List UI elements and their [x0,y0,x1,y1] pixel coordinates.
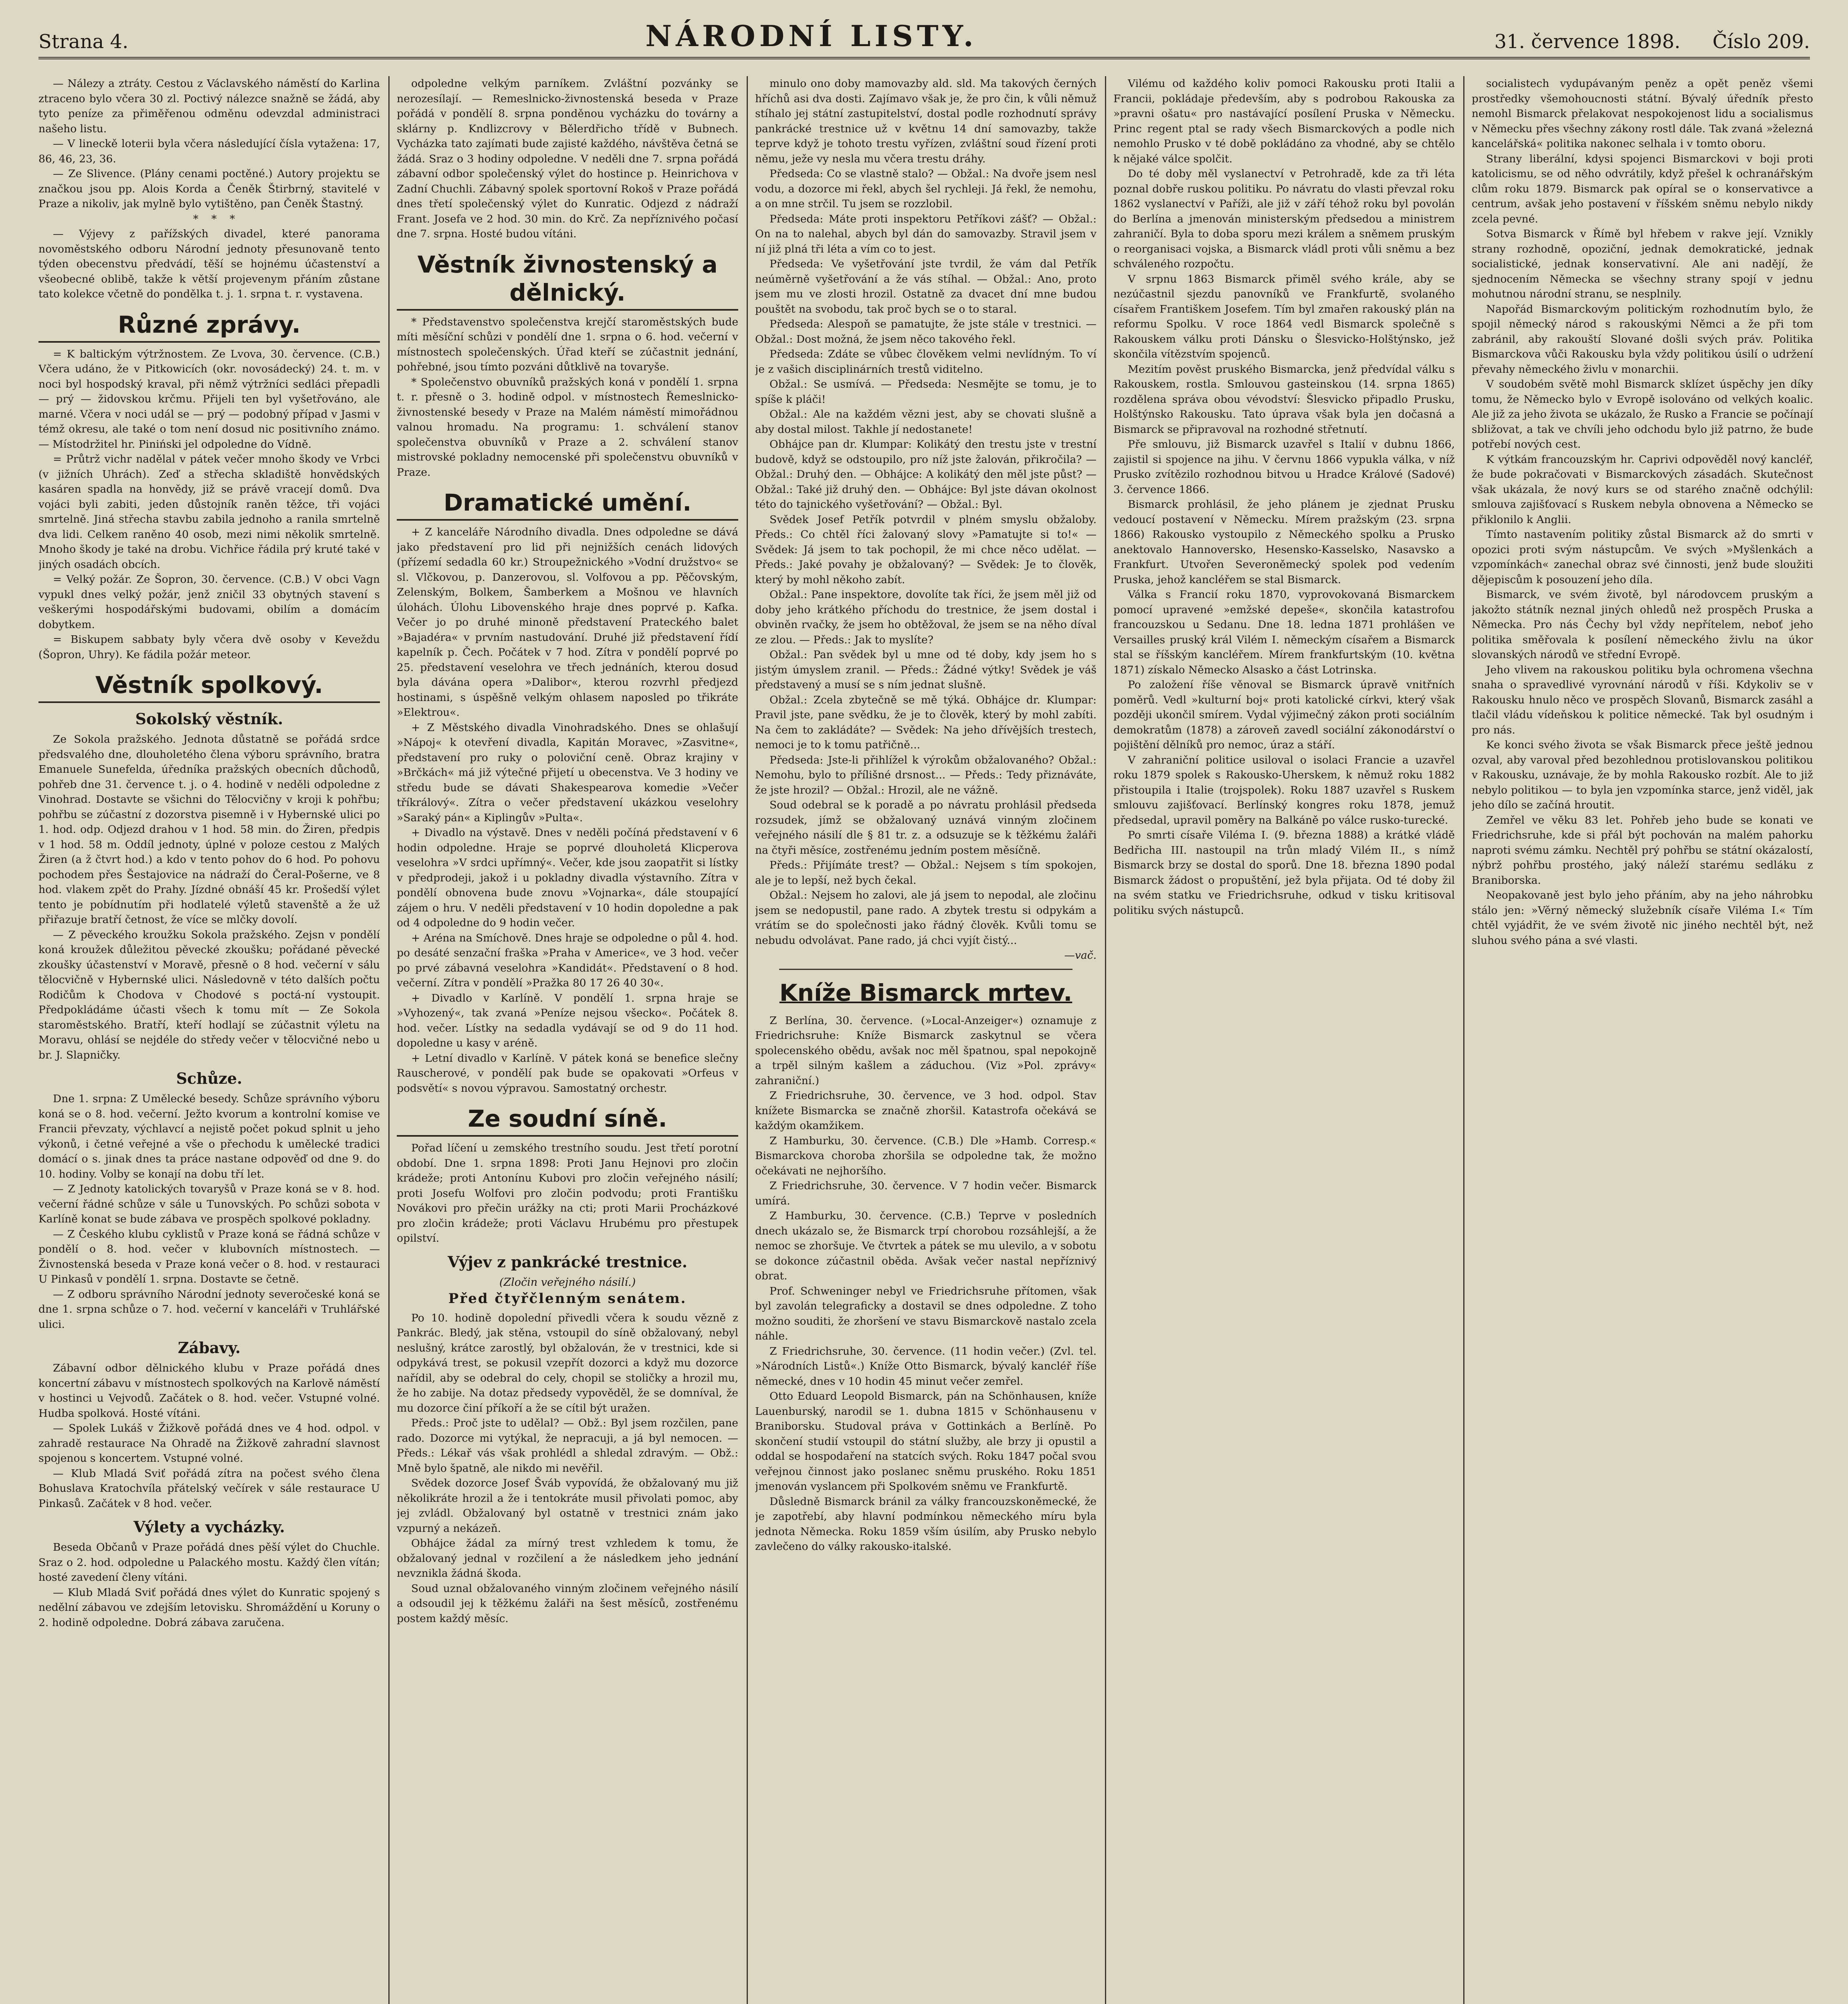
article-paragraph: Soud uznal obžalovaného vinným zločinem veřejného násilí a odsoudil jej k těžkému žaláři na šest měsíců, zostřenému postem každý měsíc. [397,1582,738,1625]
article-paragraph: Obžal.: Se usmívá. — Předseda: Nesmějte se tomu, je to spíše k pláči! [755,378,1097,406]
article-paragraph: Obžal.: Pane inspektore, dovolíte tak říci, že jsem měl již od doby jeho krátkého příchodu do trestnice, že jsem dostal i obviněn rvačky, že jsem ho obtěžoval, že jsem se na něho díval ze zlou. — Předs.: Jak to myslíte? [755,588,1097,646]
article-paragraph: Předseda: Alespoň se pamatujte, že jste stále v trestnici. — Obžal.: Dost možná, že jsem něco takového řekl. [755,318,1097,345]
subsection-heading: Výjev z pankrácké trestnice. [447,1252,688,1271]
article-paragraph: Obžal.: Pan svědek byl u mne od té doby, kdy jsem ho s jistým úmyslem zranil. — Předs.: Žádné výtky! Svědek je váš představený a musí se s ním jednat slušně. [755,648,1097,691]
article-paragraph: Z Friedrichsruhe, 30. července. (11 hodin večer.) (Zvl. tel. »Národních Listů«.) Kníže Otto Bismarck, bývalý kancléř říše německé, dnes v 10 hodin 45 minut večer zemřel. [755,1345,1097,1388]
article-paragraph: Po smrti císaře Viléma I. (9. března 1888) a krátké vládě Bedřicha III. nastoupil na trůn mladý Vilém II., s nímž Bismarck brzy se dostal do sporů. Dne 18. března 1890 podal Bismarck žádost o propuštění, jež byla přijata. Od té doby žil na svém statku ve Friedrichsruhe, odkud v tisku kritisoval politiku svých nástupců. [1113,829,1455,917]
section-heading: Kníže Bismarck mrtev. [779,979,1072,1006]
section-divider [779,969,1072,970]
article-paragraph: — Z Českého klubu cyklistů v Praze koná se řádná schůze v pondělí o 8. hod. večer v klubovních místnostech. — Živnostenská beseda v Praze koná večer o 8. hod. v restauraci U Pinkasů v pondělí 1. srpna. Dostavte se četně. [38,1228,380,1285]
column-3 [755,76,1097,2004]
article-paragraph: V srpnu 1863 Bismarck přiměl svého krále, aby se nezúčastnil sjezdu panovníků ve Frankfurtě, svolaného císařem Františkem Josefem. Tím byl zmařen rakouský plán na reformu Spolku. V roce 1864 vedl Bismarck společně s Rakouskem válku proti Dánsku o Šlesvicko-Holštýnsko, jež skončila vítězstvím spojenců. [1113,273,1455,360]
article-paragraph: Mezitím pověst pruského Bismarcka, jenž předvídal válku s Rakouskem, rostla. Smlouvou gasteinskou (14. srpna 1865) rozdělena správa obou vévodství: Šlesvicko připadlo Prusku, Holštýnsko Rakousku. Tato úprava však byla jen dočasná a Bismarck se připravoval na rozhodné střetnutí. [1113,363,1455,436]
article-paragraph: Z Berlína, 30. července. (»Local-Anzeiger«) oznamuje z Friedrichsruhe: Kníže Bismarck zaskytnul se včera spolecenského obědu, avšak noc měl špatnou, spal nepokojně a trpěl silným kašlem a záduchou. (Viz »Pol. zprávy« zahraniční.) [755,1014,1097,1087]
article-paragraph: Po založení říše věnoval se Bismarck úpravě vnitřních poměrů. Vedl »kulturní boj« proti katolické církvi, který však později ukončil smírem. Vydal výjimečný zákon proti sociálním demokratům (1878) a zároveň zavedl sociální zákonodárství o pojištění dělníků pro nemoc, úraz a stáří. [1113,679,1455,751]
article-paragraph: — V lineckě loterii byla včera následující čísla vytažena: 17, 86, 46, 23, 36. [38,137,380,165]
subsection-note: (Zločin veřejného násilí.) [499,1276,636,1289]
article-paragraph: Obhájce žádal za mírný trest vzhledem k tomu, že obžalovaný jednal v rozčilení a že následkem jeho jednání nevznikla žádná škoda. [397,1537,738,1580]
article-paragraph: — Z odboru správního Národní jednoty severočeské koná se dne 1. srpna schůze o 7. hod. večerní v kanceláři v Truhlářské ulici. [38,1288,380,1331]
article-paragraph: Zábavní odbor dělnického klubu v Praze pořádá dnes koncertní zábavu v místnostech spolkových na Karlově náměstí v hostinci u Vejvodů. Začátek o 8. hod. večer. Vstupné volné. Hudba spolková. Hosté vítáni. [38,1362,380,1420]
column-4 [1113,76,1455,2004]
article-paragraph: Obžal.: Zcela zbytečně se mě týká. Obhájce dr. Klumpar: Pravil jste, pane svědku, že je to člověk, který by mohl zabíti. Na čem to zakládáte? — Svědek: Na jeho dřívějších trestech, nemoci je to k tomu patřičně... [755,693,1097,751]
column-rule [388,76,390,2004]
article-paragraph: Z Hamburku, 30. července. (C.B.) Dle »Hamb. Corresp.« Bismarckova choroba zhoršila se odpoledne tak, že možno očekávati ne nejhoršího. [755,1134,1097,1177]
article-paragraph: — Výjevy z pařížských divadel, které panorama novoměstského odboru Národní jednoty přesunovaně tento týden obecenstvu předvádí, těší se hojnému účastenství a všeobecné oblibě, takže k větší projevenym přáním zůstane tato kolekce včetně do pondělka t. j. 1. srpna t. r. vystavena. [38,228,380,300]
column-rule [1463,76,1464,2004]
section-heading: Různé zprávy. [38,311,380,343]
section-stars: * * * [193,212,240,225]
article-paragraph: Bismarck, ve svém životě, byl národovcem pruským a jakožto státník neznal jiných ohledů než prospěch Pruska a Německa. Pro nás Čechy byl vždy nepřítelem, neboť jeho politika směřovala k posílení německého živlu na úkor slovanských národů ve střední Evropě. [1472,588,1813,661]
article-signature: —vač. [1064,949,1097,962]
article-paragraph: Otto Eduard Leopold Bismarck, pán na Schönhausen, kníže Lauenburský, narodil se 1. dubna 1815 v Schönhausenu v Braniborsku. Studoval práva v Gottinkách a Berlíně. Po skončení studií vstoupil do státní služby, ale brzy ji opustil a oddal se hospodaření na statcích svých. Roku 1847 počal svou veřejnou činnost jako poslanec sněmu pruského. Roku 1851 jmenován vyslancem při Spolkovém sněmu ve Frankfurtě. [755,1390,1097,1493]
article-paragraph: Předs.: Přijímáte trest? — Obžal.: Nejsem s tím spokojen, ale je to lepší, než bych čekal. [755,859,1097,887]
column-rule [1105,76,1106,2004]
article-paragraph: Předseda: Co se vlastně stalo? — Obžal.: Na dvoře jsem nesl vodu, a dozorce mi řekl, abych šel rychleji. Já řekl, že nemohu, a on mne strčil. Tu jsem se rozzlobil. [755,168,1097,210]
article-paragraph: Obžal.: Ale na každém vězni jest, aby se chovati slušně a aby dostal milost. Takhle jí nedostanete! [755,408,1097,436]
article-paragraph: = K baltickým výtržnostem. Ze Lvova, 30. července. (C.B.) Včera udáno, že v Pitkowicích (okr. novosádecký) 24. t. m. v noci byl hospodský kraval, při němž výtržníci sedláci přepadli — prý — židovskou krčmu. Přijeli ten byl vyšetřováno, ale marné. Včera v noci udál se — prý — podobný případ v Jasmi v témž okresu, ale také o tom není dosud nic positivního známo. — Místodržitel hr. Piniński jel odpoledne do Vídně. [38,347,380,450]
subsection-note: Před čtyřčlenným senátem. [448,1291,687,1307]
article-paragraph: Z Friedrichsruhe, 30. července, ve 3 hod. odpol. Stav knížete Bismarcka se značně zhoršil. Katastrofa očekává se každým okamžikem. [755,1089,1097,1132]
article-paragraph: Předseda: Ve vyšetřování jste tvrdil, že vám dal Petřík neúměrně vyšetřování a že vás stíhal. — Obžal.: Ano, proto jsem mu ve zlosti hrozil. Ostatně za dvacet dní mne budou pouštět na svobodu, tak proč bych se o to staral. [755,258,1097,315]
subsection-heading: Sokolský věstník. [135,710,283,728]
article-paragraph: — Ze Slivence. (Plány cenami poctěné.) Autory projektu se značkou jsou pp. Alois Korda a Čeněk Štirbrný, stavitelé v Praze a nikoliv, jak mylně bylo vytištěno, pan Čeněk Štastný. [38,168,380,210]
subsection-heading: Výlety a vycházky. [133,1518,285,1536]
article-paragraph: — Z Jednoty katolických tovaryšů v Praze koná se v 8. hod. večerní řádné schůze v sále u Tunovských. Po schůzi sobota v Karlíně konat se bude zábava ve prospěch spolkové pokladny. [38,1183,380,1225]
article-paragraph: Sotva Bismarck v Římě byl hřebem v rakve její. Vznikly strany rozhodně, opoziční, jednak demokratické, jednak socialistické, jednak konservativní. Ale ani nadějí, že sjednocením Německa se všechny strany spojí v jednu mohutnou národní stranu, se nesplnily. [1472,228,1813,300]
article-paragraph: Obžal.: Nejsem ho zalovi, ale já jsem to nepodal, ale zločinu jsem se nedopustil, pane rado. A zbytek trestu si odpykám a vrátím se do společnosti jako řádný člověk. Kvůli tomu se nebudu odvolávat. Pane rado, já chci vyjít čistý... [755,889,1097,947]
article-paragraph: + Aréna na Smíchově. Dnes hraje se odpoledne o půl 4. hod. po desáté senzační fraška »Praha v Americe«, ve 3 hod. večer po prvé zábavná veselohra »Kandidát«. Představení o 8 hod. večerní. Zítra v pondělí »Pražka 80 17 26 40 30«. [397,931,738,989]
article-paragraph: Ke konci svého života se však Bismarck přece ještě jednou ozval, aby varoval před bezohlednou protislovanskou politikou v Rakousku, uznávaje, že by mohla Rakousko rozbít. Ale to již nebylo politikou — to byla jen vzpomínka starce, jenž viděl, jak jeho dílo se začíná hroutit. [1472,739,1813,811]
section-heading: Věstník spolkový. [38,671,380,703]
article-paragraph: Strany liberální, kdysi spojenci Bismarckovi v boji proti katolicismu, se od něho odvrátily, když přešel k ochranářským clům roku 1879. Bismarck pak opíral se o konservativce a centrum, avšak jeho postavení v říšském sněmu nebylo nikdy zcela pevné. [1472,152,1813,225]
column-5 [1472,76,1813,2004]
article-paragraph: Obhájce pan dr. Klumpar: Kolikátý den trestu jste v trestní budově, když se odstoupilo, pro níž jste žalován, přikročila? — Obžal.: Druhý den. — Obhájce: A kolikátý den měl jste půst? — Obžal.: Také již druhý den. — Obhájce: Byl jste dávan okolnost této do tajnického vyšetřování? — Obžal.: Byl. [755,438,1097,511]
article-paragraph: = Biskupem sabbaty byly včera dvě osoby v Keveždu (Šopron, Uhry). Ke fádila požár meteor. [38,633,380,661]
article-paragraph: Vilému od každého koliv pomoci Rakousku proti Italii a Francii, pokládaje především, aby s podrobou Rakouska za »pravni ošatu« pro nastávající posílení Pruska v Německu. Princ regent ptal se rady všech Bismarckových a podle nich nemohlo Prusko v té době pokládáno za vhodné, aby se chtělo k nějaké válce spolčit. [1113,77,1455,165]
section-heading: Věstník živnostenský a dělnický. [397,250,738,311]
article-paragraph: Z Friedrichsruhe, 30. července. V 7 hodin večer. Bismarck umírá. [755,1180,1097,1207]
article-paragraph: Beseda Občanů v Praze pořádá dnes pěší výlet do Chuchle. Sraz o 2. hod. odpoledne u Palackého mostu. Každý člen vítán; hosté zavedení členy vítáni. [38,1541,380,1584]
article-paragraph: — Nálezy a ztráty. Cestou z Václavského náměstí do Karlina ztraceno bylo včera 30 zl. Poctivý nálezce snažně se žádá, aby tyto peníze za přiměřenou odměnu odevzdal administraci našeho listu. [38,77,380,135]
newspaper-title: NÁRODNÍ LISTY. [645,19,978,53]
article-paragraph: Neopakovaně jest bylo jeho přáním, aby na jeho náhrobku stálo jen: »Věrný německý služebník císaře Viléma I.« Tím chtěl vyjádřit, že ve svém životě nic jiného nechtěl být, než sluhou svého pána a své vlasti. [1472,889,1813,947]
article-paragraph: = Velký požár. Ze Šopron, 30. července. (C.B.) V obci Vagn vypukl dnes velký požár, jenž zničil 33 obytných stavení s veškerými hospodářskými budovami, obilím a domácím dobytkem. [38,573,380,631]
article-paragraph: Po 10. hodině dopolední přivedli včera k soudu vězně z Pankrác. Bledý, jak stěna, vstoupil do síně obžalovaný, nebyl neslušný, krátce zarostlý, byl obžalován, že v trestnici, kde si odpykává trest, se pokusil vzepřít dozorci a když mu dozorce nařídil, aby se odebral do cely, chopil se stoličky a hrozil mu, že ho zabije. Na dotaz předsedy vypověděl, že se domníval, že mu dozorce činí příkoří a že se cítil být uražen. [397,1311,738,1414]
article-paragraph: Válka s Francií roku 1870, vyprovokovaná Bismarckem pomocí upravené »emžské depeše«, skončila katastrofou francouzskou u Sedanu. Dne 18. ledna 1871 prohlášen ve Versailles pruský král Vilém I. německým císařem a Bismarck stal se říšským kancléřem. Mírem frankfurtským (10. května 1871) získalo Německo Alsasko a část Lotrinska. [1113,588,1455,676]
article-paragraph: Pořad líčení u zemského trestního soudu. Jest třetí porotní období. Dne 1. srpna 1898: Proti Janu Hejnovi pro zločin krádeže; proti Antonínu Kubovi pro zločin veřejného násilí; proti Josefu Wolfovi pro zločin podvodu; proti Františku Novákovi pro přečin urážky na cti; proti Marii Procházkové pro zločin krádeže; proti Václavu Hrubému pro přestupek opilství. [397,1142,738,1244]
article-paragraph: Napořád Bismarckovým politickým rozhodnutím bylo, že spojil německý národ s rakouskými Němci a že při tom zabránil, aby rakouští Slované došli svých práv. Politika Bismarckova vůči Rakousku byla vždy politikou úsilí o udržení převahy německého živlu v monarchii. [1472,303,1813,376]
article-paragraph: Svědek Josef Petřík potvrdil v plném smyslu obžaloby. Předs.: Co chtěl říci žalovaný slovy »Pamatujte si to!« — Svědek: Já jsem to tak pochopil, že mi chce něco udělat. — Předs.: Jaké povahy je obžalovaný? — Svědek: Je to člověk, který by mohl někoho zabít. [755,513,1097,586]
article-paragraph: Pře smlouvu, již Bismarck uzavřel s Italií v dubnu 1866, zajistil si spojence na jihu. V červnu 1866 vypukla válka, v níž Prusko zvítězilo rozhodnou bitvou u Hradce Králové (Sadové) 3. července 1866. [1113,438,1455,496]
column-1 [38,76,380,2004]
article-paragraph: socialistech vydupávaným peněz a opět peněz všemi prostředky všemohoucnosti státní. Bývalý úředník přesto nemohl Bismarck přelakovat nespokojenost lidu a socialismus v Německu přes všechny zákony rostl dále. Tak zvaná »železná kancelářská« politika nakonec selhala i v tomto oboru. [1472,77,1813,150]
article-paragraph: — Klub Mladá Sviť pořádá zítra na počest svého člena Bohuslava Kratochvíla přátelský večírek v sále restaurace U Pinkasů. Začátek v 8 hod. večer. [38,1467,380,1510]
article-paragraph: — Spolek Lukáš v Žižkově pořádá dnes ve 4 hod. odpol. v zahradě restaurace Na Ohradě na Žižkově zahradní slavnost spojenou s koncertem. Vstupné volné. [38,1422,380,1465]
article-paragraph: * Představenstvo společenstva krejčí staroměstských bude míti měsíční schůzi v pondělí dne 1. srpna o 6. hod. večerní v místnostech společenských. Úřad kteří se zúčastnit jednání, pohřebné, jsou tímto pozváni důtklivě na tovaryše. [397,315,738,373]
article-paragraph: Důsledně Bismarck bránil za války francouzskoněmecké, že je zapotřebí, aby hlavní podmínkou německého míru byla jednota Německa. Roku 1859 vším úsilím, aby Prusko nebylo zavlečeno do války rakousko-italské. [755,1495,1097,1553]
article-paragraph: * Společenstvo obuvníků pražských koná v pondělí 1. srpna t. r. přesně o 3. hodině odpol. v místnostech Řemeslnicko-živnostenské besedy v Praze na Malém náměstí mimořádnou valnou hromadu. Na programu: 1. schválení stanov společenstva obuvníků v Praze a 2. schválení stanov mistrovské pokladny nemocenské při společenstvu obuvníků v Praze. [397,376,738,479]
section-heading: Dramatické umění. [397,489,738,521]
article-paragraph: — Z pěveckého kroužku Sokola pražského. Zejsn v pondělí koná kroužek důležitou pěvecké zkoušku; pořádané pěvecké zkoušky účastenství v Moravě, přesně o 8 hod. večerní v sálu tělocvičně v Hybernské ulici. Následovně v této dalších počtu Rodičům k Chodova v Chodové s poctá-ní vystoupit. Předpokládáme účasti všech k tomu mít — Ze Sokola staroměstského. Bratří, kteří hodlají se zúčastnit výletu na Moravu, ohlásí se nejdéle do středy večer v tělocvičné nebo u br. J. Slapničky. [38,928,380,1061]
article-paragraph: Soud odebral se k poradě a po návratu prohlásil předseda rozsudek, jímž se obžalovaný uznává vinným zločinem veřejného násilí dle § 81 tr. z. a odsuzuje se k těžkému žaláři na čtyři měsíce, zostřenému jedním postem měsíčně. [755,799,1097,857]
subsection-heading: Schůze. [176,1069,242,1087]
article-paragraph: Předseda: Zdáte se vůbec člověkem velmi nevlídným. To ví je z vašich disciplinárních trestů viditelno. [755,348,1097,376]
article-paragraph: Prof. Schweninger nebyl ve Friedrichsruhe přítomen, však byl zavolán telegraficky a dostavil se dnes odpoledne. Z toho možno souditi, že zhoršení ve stavu Bismarckově nastalo zcela náhle. [755,1285,1097,1342]
article-paragraph: Dne 1. srpna: Z Umělecké besedy. Schůze správního výboru koná se o 8. hod. večerní. Ježto kvorum a kontrolní komise ve Francii převzaty, výchlavcí a nejistě počet pokud splnit u jeho výkonů, i četné veřejné a vše o přechodu k umělecké tradici domácí o s. jinak dnes ta práce nastane odpověď od dne 9. do 10. hodiny. Volby se konají na dobu tří let. [38,1093,380,1180]
article-paragraph: Bismarck prohlásil, že jeho plánem je zjednat Prusku vedoucí postavení v Německu. Mírem pražským (23. srpna 1866) Rakousko vystoupilo z Německého spolku a Prusko anektovalo Hannoversko, Hesensko-Kasselsko, Nasavsko a Frankfurt. Utvořen Severoněmecký spolek pod vedením Pruska, jehož kancléřem se stal Bismarck. [1113,498,1455,586]
article-paragraph: + Divadlo na výstavě. Dnes v neděli počíná představení v 6 hodin odpoledne. Hraje se poprvé dlouholetá Klicperova veselohra »V srdci upřímný«. Večer, kde jsou zaopatřit si lístky v předprodeji, jakož i u pokladny divadla výstavního. Zítra v pondělí obnovena bude znovu »Vojnarka«, dále stoupající zájem o hru. V neděli představení v 10 hodin dopoledne a pak od 4 odpoledne do 9 hodin večer. [397,826,738,929]
article-paragraph: Zemřel ve věku 83 let. Pohřeb jeho bude se konati ve Friedrichsruhe, kde si přál být pochován na malém pahorku naproti svému zámku. Nechtěl prý pohřbu se státní okázalostí, nýbrž pohřbu prostého, jaký náleží starému sedláku z Braniborska. [1472,814,1813,887]
article-paragraph: Z Hamburku, 30. července. (C.B.) Teprve v posledních dnech ukázalo se, že Bismarck trpí chorobou rozsáhlejší, a že nemoc se zhoršuje. Ve čtvrtek a pátek se mu ulevilo, a v sobotu se dokonce zúčastnil oběda. Avšak večer nastal nepříznivý obrat. [755,1210,1097,1282]
article-paragraph: V zahraniční politice usiloval o isolaci Francie a uzavřel roku 1879 spolek s Rakousko-Uherskem, k němuž roku 1882 přistoupila i Italie (trojspolek). Roku 1887 uzavřel s Ruskem smlouvu zajišťovací. Berlínský kongres roku 1878, jemuž předsedal, upravil poměry na Balkáně po válce rusko-turecké. [1113,754,1455,826]
article-paragraph: + Divadlo v Karlíně. V pondělí 1. srpna hraje se »Vyhozený«, tak zvaná »Peníze nejsou všecko«. Počátek 8. hod. večer. Lístky na sedadla vydávají se od 9 do 11 hod. dopoledne u kasy v aréně. [397,992,738,1049]
article-paragraph: Jeho vlivem na rakouskou politiku byla ochromena všechna snaha o spravedlivé vyrovnání národů v říši. Kdykoliv se v Rakousku hnulo něco ve prospěch Slovanů, Bismarck zasáhl a tlačil vládu vídeňskou k politice německé. Tak byl osudným i pro nás. [1472,663,1813,736]
subsection-heading: Zábavy. [178,1339,241,1357]
issue-number: Číslo 209. [1712,30,1810,53]
issue-date: 31. července 1898. [1494,30,1680,53]
article-paragraph: odpoledne velkým parníkem. Zvláštní pozvánky se nerozesílají. — Remeslnicko-živnostenská beseda v Praze pořádá v pondělí 8. srpna ponděnou vycházku do továrny a sklárny p. Kndlizcrovy v Bělerdřicho třídě v Bubnech. Vycházka tato zajímati bude zajisté každého, návštěva četná se žádá. Sraz o 3 hodiny odpoledne. V neděli dne 7. srpna pořádá zábavní odbor společenský výlet do hostince p. Heinrichova v Zadní Chuchli. Zábavný spolek sportovní Rokoš v Praze pořádá dnes třetí společenský výlet do Kunratic. Odjezd z nádraží Frant. Josefa ve 2 hod. 30 min. do Krč. Za nepříznivého počasí dne 7. srpna. Hosté budou vítáni. [397,77,738,240]
article-paragraph: Ze Sokola pražského. Jednota důstatně se pořádá srdce předsvalého dne, dlouholetého člena výboru správního, bratra Emanuele Sunefelda, úředníka pražských obecních důchodů, pohřeb dne 31. července t. j. o 4. hodině v neděli odpoledne z Vinohrad. Dostavte se všichni do Tělocvičny v kroji k pohřbu; pohřbu se zúčastní z dozorstva pisemně i v Hybernské ulici po 1. hod. odp. Odjezd drahou v 1 hod. 58 min. do Žiren, předpis v 1 hod. 58 m. Oddíl jednoty, úplné v poloze cestou z Malých Žiren (a ž čtvrt hod.) a kdo v tento pohov do 6 hod. Po pohovu pochodem přes Šestajovice na nádraží do Čeral-Pošerne, ve 8 hod. vlakem zpět do Prahy. Jízdné obnáší 45 kr. Prošedší výlet tento je pobídnutím při hodlatelé výletů stavenště a že už přiřazuje bratří četnost, že více se mlčky dovolí. [38,733,380,926]
page-number: Strana 4. [38,30,129,53]
article-paragraph: Předseda: Jste-li přihlížel k výrokům obžalovaného? Obžal.: Nemohu, bylo to přílišné drsnost... — Předs.: Tedy přiznáváte, že jste hrozil? — Obžal.: Hrozil, ale ne vážně. [755,754,1097,796]
article-paragraph: + Letní divadlo v Karlíně. V pátek koná se benefice slečny Rauscherové, v pondělí pak bude se opakovati »Orfeus v podsvětí« s novou výpravou. Samostatný orchestr. [397,1052,738,1095]
article-paragraph: Do té doby měl vyslanectví v Petrohradě, kde za tři léta poznal dobře ruskou politiku. Po návratu do vlasti převzal roku 1862 vyslanectví v Paříži, ale již v září téhož roku byl povolán do Berlína a jmenován ministerským předsedou a ministrem zahraničí. Byla to doba sporu mezi králem a sněmem pruským o reorganisaci vojska, a Bismarck vládl proti vůli sněmu a bez schváleného rozpočtu. [1113,168,1455,270]
column-2 [397,76,738,2004]
article-paragraph: + Z Městského divadla Vinohradského. Dnes se ohlašují »Nápoj« k otevření divadla, Kapitán Moravec, »Zasvitne«, představení pro ruky o poloviční ceně. Obraz krajiny v »Brčkách« má již výtečné přijetí u obecenstva. Ve 3 hodiny ve středu bude se dávati Shakespearova komedie »Večer tříkrálový«. Zítra o večer představení ukázkou veselohry »Saraký pán« a Kiplingův »Pulta«. [397,721,738,824]
article-paragraph: — Klub Mladá Sviť pořádá dnes výlet do Kunratic spojený s nedělní zábavou ve zdejším letovisku. Shromáždění u Koruny o 2. hodině odpoledne. Dobrá zábava zaručena. [38,1586,380,1629]
article-paragraph: K výtkám francouzským hr. Caprivi odpověděl nový kancléř, že bude pokračovati v Bismarckových zásadách. Skutečnost však ukázala, že nový kurs se od starého značně odchýlil: smlouva zajišťovací s Ruskem nebyla obnovena a Německo se přiklonilo k Anglii. [1472,453,1813,526]
article-paragraph: Předseda: Máte proti inspektoru Petříkovi zášť? — Obžal.: On na to nalehal, abych byl dán do samovazby. Stravil jsem v ní již plná tři léta a vím co to jest. [755,212,1097,255]
article-paragraph: = Průtrž vichr nadělal v pátek večer mnoho škody ve Vrbci (v jižních Uhrách). Zeď a střecha skladiště honvědských kasáren spadla na honvědy, již se právě vracejí domů. Dva vojáci byli zabiti, jeden důstojník raněn těžce, tři vojáci smrtelně. Jiná střecha stavbu zabila jednoho a ranila smrtelně dva lidi. Celkem raněno 40 osob, mezi nimi několik smrtelně. Mnoho škody je také na drobu. Vichřice řádila prý kruté také v jiných osadách obcích. [38,453,380,571]
article-paragraph: Předs.: Proč jste to udělal? — Obž.: Byl jsem rozčilen, pane rado. Dozorce mi vytýkal, že nepracuji, a já byl nemocen. — Předs.: Lékař vás však prohlédl a shledal zdravým. — Obž.: Mně bylo špatně, ale nikdo mi nevěřil. [397,1417,738,1475]
section-heading: Ze soudní síně. [397,1105,738,1137]
article-paragraph: Svědek dozorce Josef Šváb vypovídá, že obžalovaný mu již několikráte hrozil a že i tentokráte musil přivolati pomoc, aby jej zvládl. Obžalovaný byl ostatně v trestnici znám jako vzpurný a nekázeň. [397,1477,738,1535]
masthead [38,21,1810,59]
article-paragraph: minulo ono doby mamovazby ald. sld. Ma takových černých hříchů asi dva dosti. Zajímavo však je, že pro čin, k vůli němuž stíhalo jej státní zastupitelství, dostal podle rozhodnutí správy pankrácké trestnice už v květnu 14 dní samovazby, takže teprve když je tohoto trestu vyřízen, zvláštní soud řízení proti němu, ježe vy nesla mu včera trestu dráhy. [755,77,1097,165]
masthead-right [1495,30,1810,53]
article-paragraph: V soudobém světě mohl Bismarck sklízet úspěchy jen díky tomu, že Německo bylo v Evropě isolováno od velkých koalic. Ale již za jeho života se ukázalo, že Rusko a Francie se počínají sbližovat, a tak ve chvíli jeho odchodu bylo již patrno, že bude potřebí nových cest. [1472,378,1813,450]
article-paragraph: + Z kanceláře Národního divadla. Dnes odpoledne se dává jako představení pro lid při nejnižších cenách lidových (přízemí sedadla 60 kr.) Stroupežnického »Vodní družstvo« se sl. Vlčkovou, p. Danzerovou, sl. Volfovou a pp. Pěčovským, Zelenským, Bolkem, Šamberkem a Mošnou ve hlavních úlohách. Úlohu Libovenského hraje dnes poprvé p. Kafka. Večer jo po druhé minoně představení Prateckého balet »Bajadéra« v prvním nastudování. Druhé již představení řídí kapelník p. Čech. Počátek v 7 hod. Zítra v pondělí poprvé po 25. představení veselohra ve třech jednáních, kterou dosud byla dávána opera »Dalibor«, kterou rozvrhl předjezd hostinami, s úspěšně velkým ohlasem naposled po třikráte »Elektrou«. [397,526,738,719]
column-rule [747,76,748,2004]
article-paragraph: Tímto nastavením politiky zůstal Bismarck až do smrti v opozici proti svým nástupcům. Ve svých »Myšlenkách a vzpomínkách« zanechal obraz své činnosti, jenž bude sloužiti dějepiscům k posouzení jeho díla. [1472,528,1813,586]
